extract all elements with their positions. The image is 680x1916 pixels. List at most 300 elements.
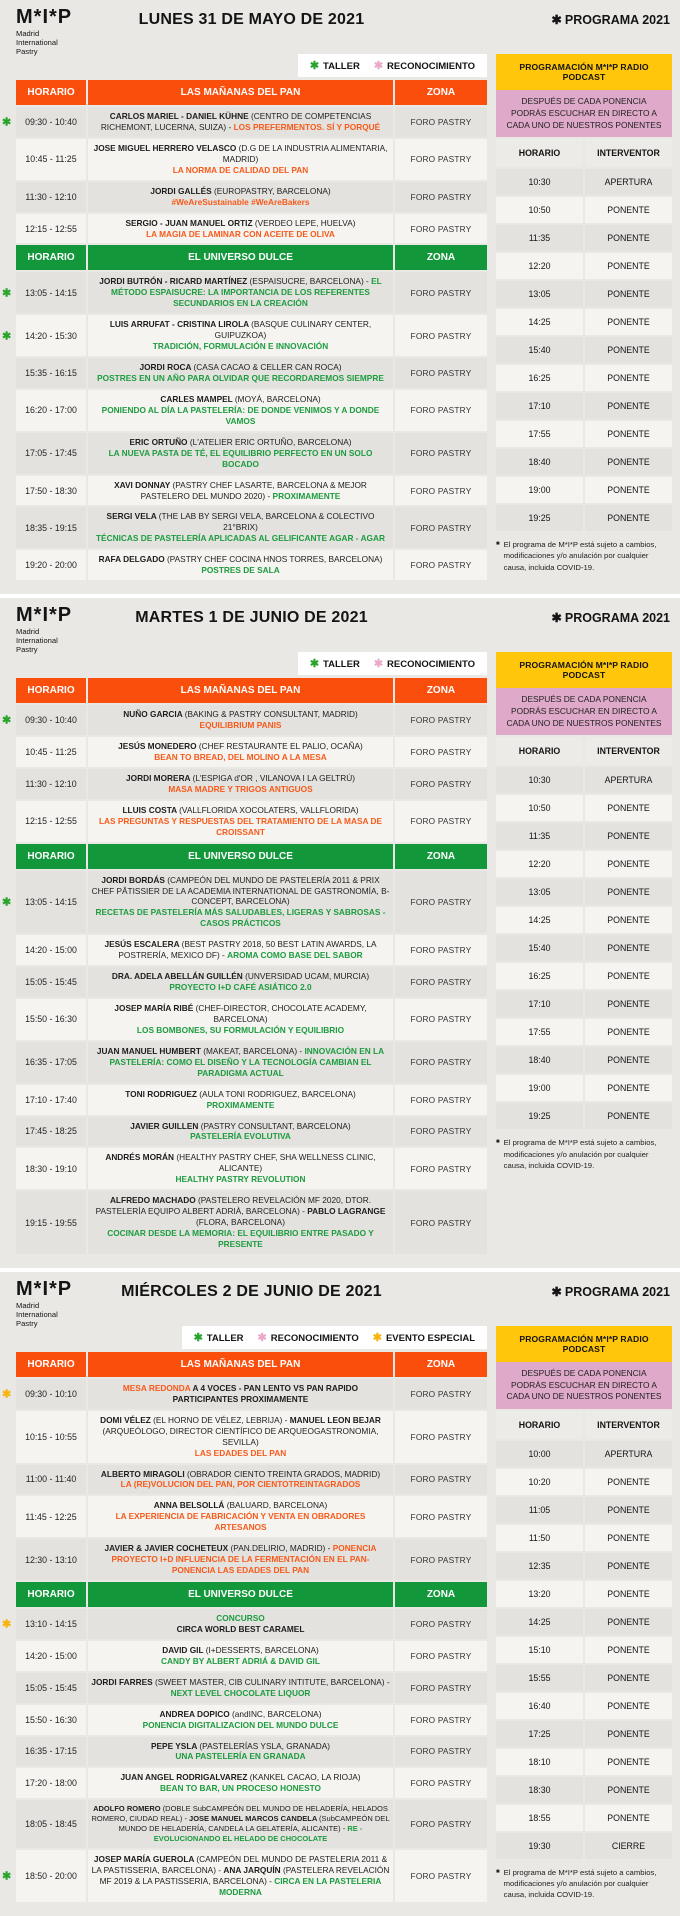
session-time: 09:30 - 10:40 [16,705,86,735]
schedule-column [2,652,487,1254]
session-row [2,315,487,356]
program-badge-label: PROGRAMA 2021 [564,13,670,27]
session-zone: FORO PASTRY [395,967,487,997]
speaker-affiliation: (THE LAB BY SERGI VELA, BARCELONA & COLECTIVO 21°BRIX) [158,511,375,533]
speaker-name: A 4 VOCES - PAN LENTO VS PAN RAPIDO [192,1382,359,1393]
podcast-row [496,1693,672,1719]
session-description [88,705,393,735]
podcast-time: 18:30 [496,1777,583,1803]
program-badge [551,610,670,625]
logo-subtitle-line: Madrid [16,1300,40,1310]
session-row [16,507,487,548]
podcast-header-row [496,139,672,167]
session-description [88,1411,393,1463]
podcast-role: PONENTE [585,225,672,251]
speaker-affiliation: (BASQUE CULINARY CENTER, GUIPUZKOA) [214,319,372,341]
session-time: 14:20 - 15:00 [16,1641,86,1671]
podcast-header-row [496,1411,672,1439]
session-row [16,769,487,799]
taller-asterisk-icon: ✱ [2,116,12,129]
session-title: EQUILIBRIUM PANIS [199,720,282,731]
podcast-role: PONENTE [585,1047,672,1073]
podcast-subtitle: DESPUÉS DE CADA PONENCIA PODRÁS ESCUCHAR EN DIRECTO A CADA UNO DE NUESTROS PONENTES [496,90,672,137]
covid-footnote [496,1867,672,1900]
session-zone: FORO PASTRY [395,1191,487,1254]
logo-subtitle-line: International [16,636,58,646]
podcast-row [496,505,672,531]
session-zone: FORO PASTRY [395,1042,487,1083]
speaker-name: ALFREDO MACHADO [109,1195,198,1206]
logo-subtitle-line: Pastry [16,645,38,655]
podcast-row [496,823,672,849]
podcast-column-interventor: INTERVENTOR [585,139,672,167]
session-text [90,394,391,427]
session-title: PONIENDO AL DÍA LA PASTELERÍA: DE DONDE VENIMOS Y A DONDE VAMOS [101,404,380,426]
podcast-row [496,1777,672,1803]
podcast-column-horario: HORARIO [496,1411,583,1439]
speaker-name: JESÚS ESCALERA [104,939,182,950]
podcast-subtitle: DESPUÉS DE CADA PONENCIA PODRÁS ESCUCHAR EN DIRECTO A CADA UNO DE NUESTROS PONENTES [496,688,672,735]
session-time: 14:20 - 15:00 [16,935,86,965]
speaker-name: ERIC ORTUÑO [129,436,190,447]
bullet-icon: ■ [496,1139,500,1146]
podcast-role: PONENTE [585,879,672,905]
session-time: 19:15 - 19:55 [16,1191,86,1254]
taller-asterisk-icon: ✱ [2,330,12,343]
session-time: 15:05 - 15:45 [16,1673,86,1703]
day-date: MIÉRCOLES 2 DE JUNIO DE 2021 [121,1282,382,1300]
podcast-time: 14:25 [496,309,583,335]
session-description [88,871,393,934]
session-text [90,939,391,961]
day-date: MARTES 1 DE JUNIO DE 2021 [135,609,368,627]
session-title: PASTELERÍA EVOLUTIVA [190,1131,291,1142]
podcast-row [496,767,672,793]
session-text [90,1543,391,1576]
session-description [88,390,393,431]
podcast-role: PONENTE [585,281,672,307]
podcast-time: 10:20 [496,1469,583,1495]
session-title: EL MÉTODO ESPAISUCRE: LA IMPORTANCIA DE LOS REFERENTES SECUNDARIOS EN LA CREACIÓN [111,276,382,309]
legend-taller-asterisk-icon: ✱ [193,1331,203,1344]
speaker-affiliation: (PASTRY CONSULTANT, BARCELONA) [200,1120,351,1131]
speaker-name: JOSE MIGUEL HERRERO VELASCO [93,142,239,153]
speaker-affiliation: (FLORA, BARCELONA) [196,1217,285,1228]
podcast-row [496,225,672,251]
session-description [88,1705,393,1735]
podcast-row [496,1103,672,1129]
speaker-affiliation: (SubCAMPEÓN DEL MUNDO DE HELADERÍA, CANDELA LA GELATERÍA, ALICANTE) - [118,1814,390,1834]
legend-reconocimiento-asterisk-icon: ✱ [373,60,384,72]
legend-label: RECONOCIMIENTO [387,61,475,72]
session-row [16,737,487,767]
session-time: 19:20 - 20:00 [16,550,86,580]
speaker-name: SERGIO - JUAN MANUEL ORTIZ [125,217,255,228]
session-time: 12:15 - 12:55 [16,214,86,244]
session-time: 15:05 - 15:45 [16,967,86,997]
speaker-affiliation: (PASTELERÍAS YSLA, GRANADA) [199,1740,331,1751]
speaker-name: PEPE YSLA [150,1740,200,1751]
session-description [88,935,393,965]
session-description [88,1737,393,1767]
session-row [16,1800,487,1848]
podcast-row [496,309,672,335]
session-text [90,1121,391,1143]
speaker-name: LUIS ARRUFAT - CRISTINA LIROLA [109,319,252,330]
session-time: 11:30 - 12:10 [16,182,86,212]
podcast-role: PONENTE [585,991,672,1017]
session-text [90,1613,391,1635]
session-title: RE - EVOLUCIONANDO EL HELADO DE CHOCOLATE [153,1824,363,1843]
session-title: LAS EDADES DEL PAN [194,1447,287,1458]
speaker-affiliation: (UNVERSIDAD UCAM, MURCIA) [245,971,370,982]
podcast-time: 19:00 [496,477,583,503]
legend-label: EVENTO ESPECIAL [385,1332,475,1344]
day-body [2,1326,672,1902]
logo-subtitle [16,1301,672,1328]
session-description [88,182,393,212]
speaker-name: JAVIER GUILLEN [130,1120,201,1131]
taller-asterisk-icon: ✱ [2,287,12,300]
podcast-row [496,1441,672,1467]
column-header-horario: HORARIO [16,245,86,270]
column-header-section-title: EL UNIVERSO DULCE [88,1582,393,1607]
podcast-time: 17:55 [496,1019,583,1045]
session-row [16,1641,487,1671]
speaker-affiliation: (ESPAISUCRE, BARCELONA) - [249,276,372,287]
podcast-column-horario: HORARIO [496,737,583,765]
podcast-row [496,1637,672,1663]
session-description [88,507,393,548]
session-zone: FORO PASTRY [395,476,487,506]
podcast-row [496,253,672,279]
column-header-horario: HORARIO [16,1582,86,1607]
session-row [16,214,487,244]
podcast-time: 18:40 [496,449,583,475]
speaker-affiliation: (D.G DE LA INDUSTRIA ALIMENTARIA, MADRID) [222,142,388,164]
session-row [16,1465,487,1495]
podcast-role: PONENTE [585,935,672,961]
column-header-horario: HORARIO [16,678,86,703]
column-header-section-title: LAS MAÑANAS DEL PAN [88,80,393,105]
session-time: 17:20 - 18:00 [16,1768,86,1798]
podcast-role: PONENTE [585,1721,672,1747]
session-time: 18:50 - 20:00 [16,1850,86,1902]
session-title: HEALTHY PASTRY REVOLUTION [175,1174,306,1185]
session-title: TRADICIÓN, FORMULACIÓN E INNOVACIÓN [152,341,329,352]
session-row [16,1673,487,1703]
podcast-row [496,365,672,391]
schedule-header-afternoon_rows [16,1582,487,1607]
session-zone: FORO PASTRY [395,1673,487,1703]
logo-title: M*I*P [16,604,73,627]
speaker-name: SERGI VELA [106,511,159,522]
session-text [90,362,391,384]
session-text [90,1741,391,1763]
session-title: LOS BOMBONES, SU FORMULACIÓN Y EQUILIBRIO [136,1024,345,1035]
session-text [90,1709,391,1731]
podcast-role: PONENTE [585,393,672,419]
podcast-row [496,169,672,195]
session-time: 10:15 - 10:55 [16,1411,86,1463]
session-text [90,875,391,930]
podcast-row [496,991,672,1017]
session-title: LAS PREGUNTAS Y RESPUESTAS DEL TRATAMIENTO DE LA MASA DE CROISSANT [98,815,383,837]
podcast-role: PONENTE [585,309,672,335]
logo-subtitle-line: Madrid [16,627,40,637]
session-description [88,1379,393,1409]
session-row [16,1705,487,1735]
speaker-name: ANDRÉS MORÁN [105,1152,177,1163]
asterisk-icon: ✱ [551,13,562,27]
session-description [88,967,393,997]
session-title: LA NORMA DE CALIDAD DEL PAN [172,164,309,175]
podcast-time: 11:35 [496,225,583,251]
podcast-column-horario: HORARIO [496,139,583,167]
podcast-role: PONENTE [585,1019,672,1045]
session-title: LOS PREFERMENTOS. SÍ Y PORQUÉ [233,121,381,132]
podcast-role: PONENTE [585,1469,672,1495]
session-time: 17:10 - 17:40 [16,1085,86,1115]
session-zone: FORO PASTRY [395,769,487,799]
session-description [88,999,393,1040]
logo-title: M*I*P [16,6,73,28]
speaker-name: ANNA BELSOLLÁ [153,1500,227,1511]
podcast-row [496,1469,672,1495]
speaker-affiliation: (DOBLE SubCAMPEÓN DEL MUNDO DE HELADERÍA, HELADOS ROMERO, CIUDAD REAL) - [91,1804,388,1824]
podcast-row [496,1805,672,1831]
session-text [90,554,391,576]
session-description [88,433,393,474]
speaker-affiliation: (AULA TONI RODRIGUEZ, BARCELONA) [199,1088,356,1099]
podcast-role: PONENTE [585,505,672,531]
column-header-horario: HORARIO [16,844,86,869]
day-date: LUNES 31 DE MAYO DE 2021 [138,11,365,28]
session-description [88,1117,393,1147]
session-zone: FORO PASTRY [395,358,487,388]
podcast-role: PONENTE [585,823,672,849]
podcast-role: PONENTE [585,365,672,391]
podcast-role: PONENTE [585,1525,672,1551]
podcast-role: CIERRE [585,1833,672,1859]
column-header-zona: ZONA [395,844,487,869]
speaker-name: JAVIER & JAVIER COCHETEUX [104,1543,231,1554]
session-text [90,1677,391,1699]
speaker-name: LLUIS COSTA [122,804,180,815]
podcast-role: APERTURA [585,1441,672,1467]
session-row [16,1042,487,1083]
session-row [2,1379,487,1409]
session-row [16,1539,487,1580]
session-title: #WeAreSustainable #WeAreBakers [171,196,310,207]
podcast-role: PONENTE [585,1805,672,1831]
podcast-time: 10:30 [496,169,583,195]
session-row [2,1609,487,1639]
schedule-column [2,1326,487,1902]
speaker-affiliation: (L'ATELIER ERIC ORTUÑO, BARCELONA) [189,436,352,447]
session-row [16,1085,487,1115]
podcast-role: PONENTE [585,1103,672,1129]
covid-footnote-text: El programa de M*I*P está sujeto a cambios, modificaciones y/o anulación por cualquier causa, incluida COVID-19. [503,1138,657,1170]
session-zone: FORO PASTRY [395,1850,487,1902]
session-row [16,182,487,212]
legend-label: TALLER [206,1332,244,1344]
podcast-row [496,1581,672,1607]
speaker-affiliation: (VALLFLORIDA XOCOLATERS, VALLFLORIDA) [179,804,359,815]
session-text [90,319,391,352]
session-time: 15:50 - 16:30 [16,1705,86,1735]
column-header-horario: HORARIO [16,1352,86,1377]
logo-subtitle-line: International [16,38,58,48]
session-row [16,1411,487,1463]
session-title: NEXT LEVEL CHOCOLATE LIQUOR [170,1687,311,1698]
podcast-time: 18:55 [496,1805,583,1831]
session-text [90,773,391,795]
podcast-time: 16:25 [496,365,583,391]
logo-subtitle-line: Madrid [16,29,40,38]
speaker-name: PARTICIPANTES PROXIMAMENTE [172,1393,309,1404]
session-zone: FORO PASTRY [395,1148,487,1189]
podcast-role: PONENTE [585,963,672,989]
session-description [88,737,393,767]
session-time: 15:50 - 16:30 [16,999,86,1040]
session-title: UNA PASTELERÍA EN GRANADA [175,1751,306,1762]
podcast-column-interventor: INTERVENTOR [585,737,672,765]
session-time: 17:45 - 18:25 [16,1117,86,1147]
evento-especial-asterisk-icon: ✱ [2,1618,12,1631]
session-title: COCINAR DESDE LA MEMORIA: EL EQUILIBRIO ENTRE PASADO Y PRESENTE [107,1228,374,1249]
speaker-affiliation: (PASTRY CHEF COCINA HNOS TORRES, BARCELONA) [166,554,383,565]
speaker-affiliation: (PASTELERA REVELACIÓN MF 2019 & LA PASTISSERIA, BARCELONA) - [99,1864,390,1886]
session-time: 18:30 - 19:10 [16,1148,86,1189]
speaker-affiliation: (andINC, BARCELONA) [232,1708,322,1719]
legend-label: RECONOCIMIENTO [270,1332,359,1344]
session-text [90,437,391,470]
podcast-role: PONENTE [585,1637,672,1663]
session-description [88,1768,393,1798]
program-badge-label: PROGRAMA 2021 [564,611,670,626]
session-title: TÉCNICAS DE PASTELERÍA APLICADAS AL GELIFICANTE AGAR - AGAR [95,533,385,544]
session-zone: FORO PASTRY [395,139,487,180]
session-row [16,1191,487,1254]
podcast-time: 15:10 [496,1637,583,1663]
podcast-row [496,1833,672,1859]
session-zone: FORO PASTRY [395,801,487,842]
session-row [2,107,487,137]
speaker-affiliation: (PASTRY CHEF LASARTE, BARCELONA & MEJOR PASTELERO DEL MUNDO 2020) - [140,479,367,501]
speaker-affiliation: (CENTRO DE COMPETENCIAS RICHEMONT, LUCERNA, SUIZA) - [100,111,372,132]
podcast-role: PONENTE [585,1665,672,1691]
speaker-affiliation: (MAKEAT, BARCELONA) - [203,1045,305,1056]
session-text [90,709,391,731]
podcast-title: PROGRAMACIÓN M*I*P RADIO PODCAST [496,1326,672,1362]
session-zone: FORO PASTRY [395,107,487,137]
covid-footnote-text: El programa de M*I*P está sujeto a cambios, modificaciones y/o anulación por cualquier causa, incluida COVID-19. [503,540,657,572]
legend-label: TALLER [323,659,360,671]
legend-item-reconocimiento [374,657,475,670]
session-text [90,1046,391,1079]
speaker-name: ANDREA DOPICO [159,1708,233,1719]
podcast-time: 17:25 [496,1721,583,1747]
program-badge [551,1284,670,1299]
speaker-affiliation: (CAMPEÓN DEL MUNDO DE PASTELERÍA 2011 & PRIX CHEF PÂTISSIER DE LA ACADEMIA INTERNATIONAL DE GASTRONOMÍA, B-CONCEPT, BARCELONA) [91,874,390,907]
logo-title: M*I*P [16,1277,73,1300]
legend-item-evento-especial [373,1331,475,1344]
column-header-zona: ZONA [395,80,487,105]
session-row [16,1496,487,1537]
podcast-time: 15:55 [496,1665,583,1691]
podcast-row [496,1019,672,1045]
session-description [88,1800,393,1848]
session-title: CIRCA EN LA PASTELERIA MODERNA [219,1875,382,1897]
podcast-role: APERTURA [585,767,672,793]
podcast-time: 17:55 [496,421,583,447]
speaker-name: JORDI ROCA [139,362,194,373]
taller-asterisk-icon: ✱ [2,896,12,909]
day-section [0,598,680,1268]
session-row [16,999,487,1040]
schedule-header-afternoon_rows [16,245,487,270]
podcast-time: 12:20 [496,253,583,279]
legend-label: TALLER [323,61,360,72]
speaker-name: NUÑO GARCIA [123,709,185,720]
legend-reconocimiento-asterisk-icon: ✱ [257,1331,267,1344]
speaker-affiliation: (SWEET MASTER, CIB CULINARY INTITUTE, BARCELONA) - [154,1676,390,1687]
session-zone: FORO PASTRY [395,1496,487,1537]
session-description [88,1085,393,1115]
session-text [90,971,391,993]
podcast-sidebar [496,652,672,1171]
legend-taller-asterisk-icon: ✱ [309,60,320,72]
speaker-affiliation: (CAMPEÓN DEL MUNDO DE PASTELERIA 2011 & LA PASTISSERIA, BARCELONA) - [91,1853,388,1875]
session-time: 11:30 - 12:10 [16,769,86,799]
session-time: 18:35 - 19:15 [16,507,86,548]
session-zone: FORO PASTRY [395,871,487,934]
session-description [88,139,393,180]
podcast-time: 11:50 [496,1525,583,1551]
podcast-title: PROGRAMACIÓN M*I*P RADIO PODCAST [496,652,672,688]
legend-item-taller [194,1331,244,1344]
session-title: LA (RE)VOLUCION DEL PAN, POR CIENTOTREINTAGRADOS [120,1479,361,1490]
podcast-time: 11:05 [496,1497,583,1523]
session-text [90,1195,391,1250]
session-row [16,1737,487,1767]
session-description [88,1191,393,1254]
legend [182,1326,487,1349]
session-title: BEAN TO BREAD, DEL MOLINO A LA MESA [154,751,327,762]
session-text [90,480,391,502]
speaker-affiliation: (KANKEL CACAO, LA RIOJA) [249,1772,361,1783]
session-row [16,358,487,388]
session-title: PROYECTO I+D CAFÉ ASIÁTICO 2.0 [169,982,312,993]
session-row [16,139,487,180]
session-description [88,769,393,799]
session-description [88,107,393,137]
session-title: AROMA COMO BASE DEL SABOR [227,950,363,961]
column-header-zona: ZONA [395,678,487,703]
session-text [90,1469,391,1491]
session-time: 11:45 - 12:25 [16,1496,86,1537]
podcast-row [496,879,672,905]
speaker-name: ADOLFO ROMERO [93,1804,163,1814]
logo-subtitle-line: Pastry [16,1319,38,1329]
bullet-icon: ■ [496,1869,500,1876]
session-title: POSTRES EN UN AÑO PARA OLVIDAR QUE RECORDAREMOS SIEMPRE [97,373,384,383]
evento-especial-asterisk-icon: ✱ [2,1388,12,1401]
podcast-time: 15:40 [496,337,583,363]
session-text [90,1152,391,1185]
session-row [16,550,487,580]
